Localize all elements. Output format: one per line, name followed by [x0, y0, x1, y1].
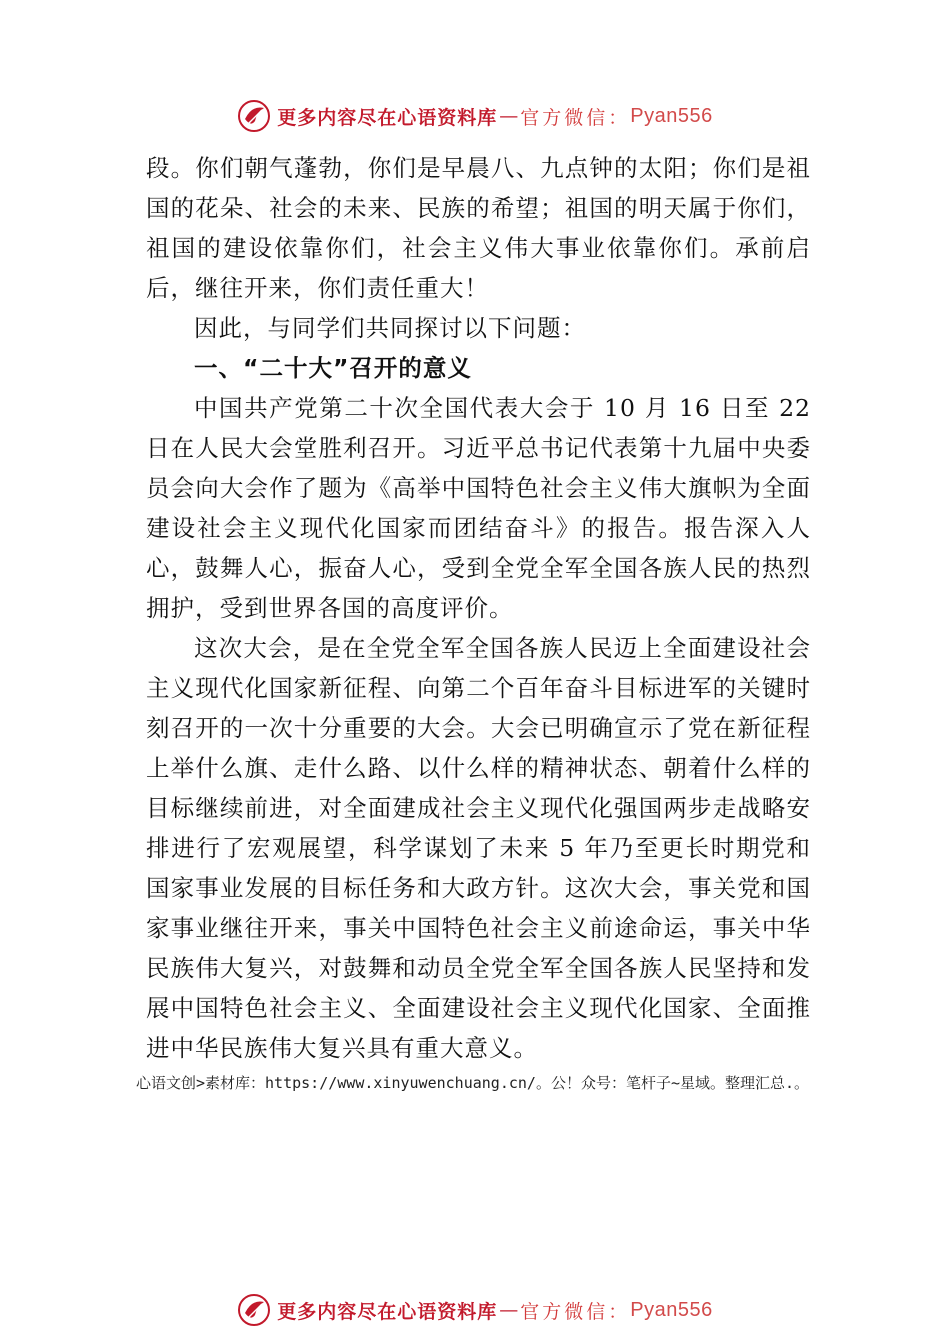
paragraph-intro: 因此，与同学们共同探讨以下问题： [194, 314, 586, 342]
section-heading: 一、“二十大”召开的意义 [194, 354, 472, 382]
banner-wechat-label: 官方微信： [520, 1300, 631, 1323]
paragraph-continuation: 段。你们朝气蓬勃，你们是早晨八、九点钟的太阳；你们是祖国的花朵、社会的未来、民族的希望；祖国的明天属于你们，祖国的建设依靠你们，社会主义伟大事业依靠你们。承前启后，继往开来，你们责任重大！ [146, 154, 811, 302]
banner-wechat-id: Pyan556 [630, 104, 713, 127]
brand-logo-icon [237, 99, 271, 133]
paragraph-2: 这次大会，是在全党全军全国各族人民迈上全面建设社会主义现代化国家新征程、向第二个百年奋斗目标进军的关键时刻召开的一次十分重要的大会。大会已明确宣示了党在新征程上举什么旗、走什么路、以什么样的精神状态、朝着什么样的目标继续前进，对全面建成社会主义现代化强国两步走战略安排进行了宏观展望，科学谋划了未来 5 年乃至更长时期党和国家事业发展的目标任务和大政方针。这次大会，事关党和国家事业继往开来，事关中国特色社会主义前途命运，事关中华民族伟大复兴，对鼓舞和动员全党全军全国各族人民坚持和发展中国特色社会主义、全面建设社会主义现代化国家、全面推进中华民族伟大复兴具有重大意义。 [146, 634, 811, 1062]
paragraph-1: 中国共产党第二十次全国代表大会于 10 月 16 日至 22 日在人民大会堂胜利召开。习近平总书记代表第十九届中央委员会向大会作了题为《高举中国特色社会主义伟大旗帜为全面建设社会主义现代化国家而团结奋斗》的报告。报告深入人心，鼓舞人心，振奋人心，受到全党全军全国各族人民的热烈拥护，受到世界各国的高度评价。 [146, 394, 811, 622]
brand-logo-icon [237, 1293, 271, 1327]
banner-title: 更多内容尽在心语资料库 [277, 1300, 498, 1323]
document-body [146, 148, 811, 1068]
footer-banner [0, 1288, 950, 1332]
banner-title: 更多内容尽在心语资料库 [277, 106, 498, 129]
source-footnote: 心语文创>素材库：https://www.xinyuwenchuang.cn/。公！众号：笔杆子~星域。整理汇总.。 [136, 1074, 810, 1092]
banner-wechat-label: 官方微信： [520, 106, 631, 129]
banner-wechat-id: Pyan556 [630, 1298, 713, 1321]
banner-separator: — [499, 1299, 519, 1321]
header-banner [0, 94, 950, 138]
banner-separator: — [499, 105, 519, 127]
